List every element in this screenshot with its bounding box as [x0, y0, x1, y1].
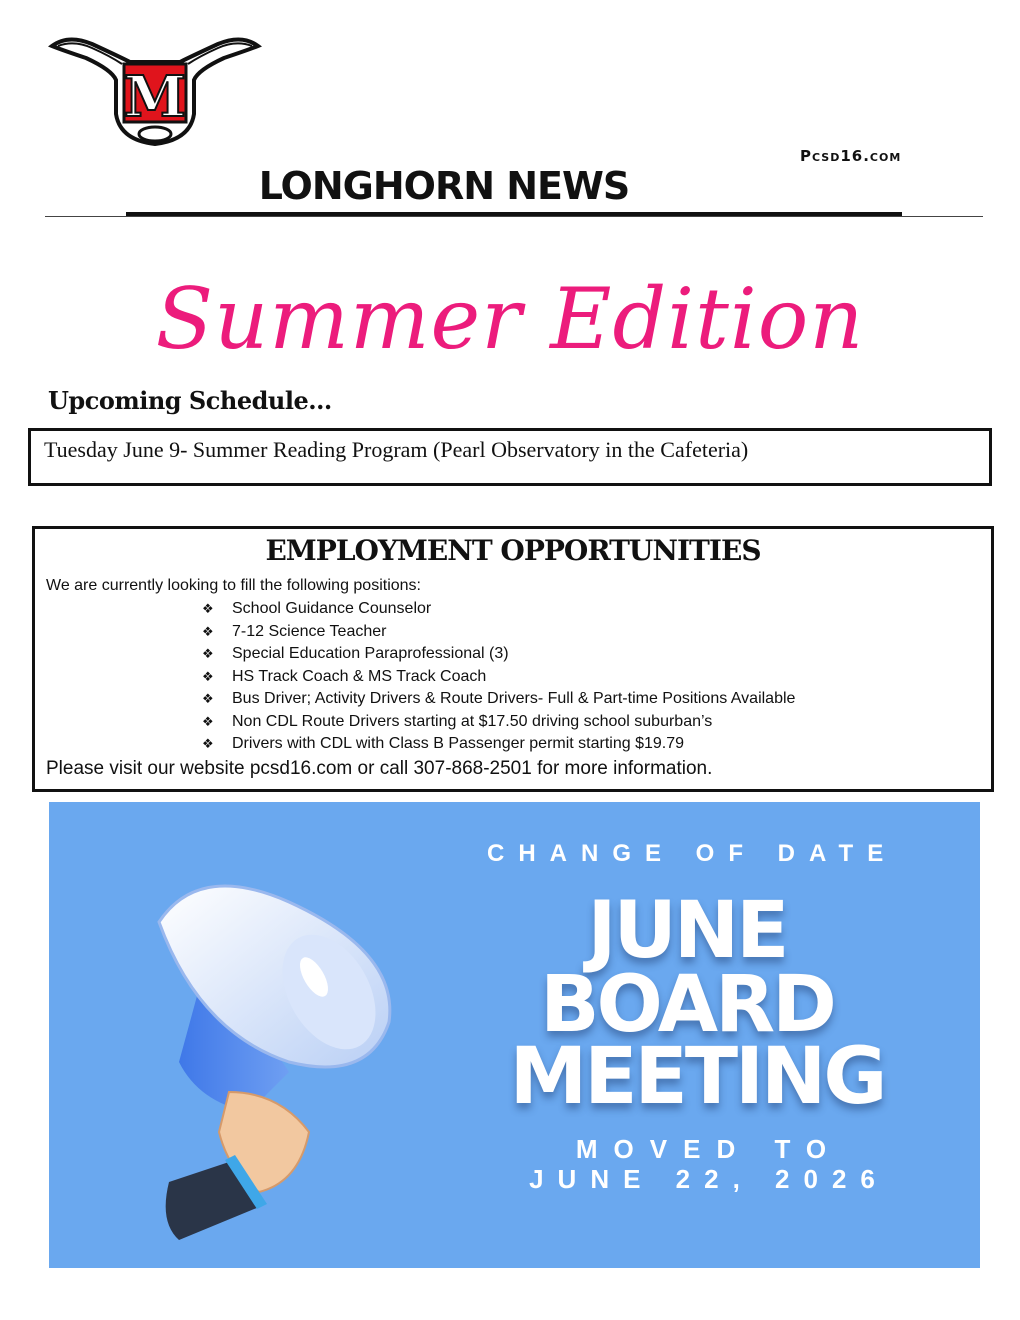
position-label: HS Track Coach & MS Track Coach: [232, 667, 487, 685]
diamond-bullet-icon: ❖: [202, 646, 214, 662]
list-item: [202, 666, 795, 689]
newsletter-title: LONGHORN NEWS: [258, 164, 630, 208]
position-label: 7-12 Science Teacher: [232, 622, 387, 640]
banner-date: JUNE 22, 2026: [529, 1164, 889, 1194]
board-meeting-banner: [49, 802, 980, 1268]
list-item: [202, 688, 795, 711]
list-item: [202, 643, 795, 666]
logo-letter: M: [124, 64, 186, 130]
employment-intro: We are currently looking to fill the following positions:: [46, 577, 421, 594]
schedule-heading: Upcoming Schedule…: [48, 386, 332, 415]
header-divider: [45, 216, 983, 217]
diamond-bullet-icon: ❖: [202, 713, 214, 729]
position-label: Drivers with CDL with Class B Passenger permit starting $19.79: [232, 735, 685, 753]
edition-title: Summer Edition: [155, 270, 865, 368]
longhorn-logo: [48, 36, 262, 148]
employment-title: EMPLOYMENT OPPORTUNITIES: [265, 534, 761, 567]
positions-list: [202, 598, 795, 756]
megaphone-icon: [139, 862, 459, 1242]
site-url[interactable]: Pcsd16.com: [800, 147, 902, 165]
banner-line-june: JUNE: [587, 886, 787, 976]
schedule-item: Tuesday June 9- Summer Reading Program (Pearl Observatory in the Cafeteria): [44, 437, 749, 462]
position-label: Non CDL Route Drivers starting at $17.50 driving school suburban’s: [232, 712, 713, 730]
diamond-bullet-icon: ❖: [202, 668, 214, 684]
list-item: [202, 598, 795, 621]
banner-line-board: BOARD: [540, 960, 834, 1050]
position-label: Bus Driver; Activity Drivers & Route Drivers- Full & Part-time Positions Available: [232, 690, 796, 708]
employment-footer: Please visit our website pcsd16.com or call 307-868-2501 for more information.: [46, 758, 713, 779]
banner-moved-to: MOVED TO: [575, 1134, 843, 1164]
diamond-bullet-icon: ❖: [202, 736, 214, 752]
diamond-bullet-icon: ❖: [202, 601, 214, 617]
position-label: Special Education Paraprofessional (3): [232, 645, 509, 663]
diamond-bullet-icon: ❖: [202, 623, 214, 639]
diamond-bullet-icon: ❖: [202, 691, 214, 707]
banner-line-meeting: MEETING: [509, 1032, 885, 1122]
list-item: [202, 733, 795, 756]
banner-subtitle: CHANGE OF DATE: [487, 840, 898, 867]
list-item: [202, 711, 795, 734]
list-item: [202, 621, 795, 644]
position-label: School Guidance Counselor: [232, 600, 432, 618]
